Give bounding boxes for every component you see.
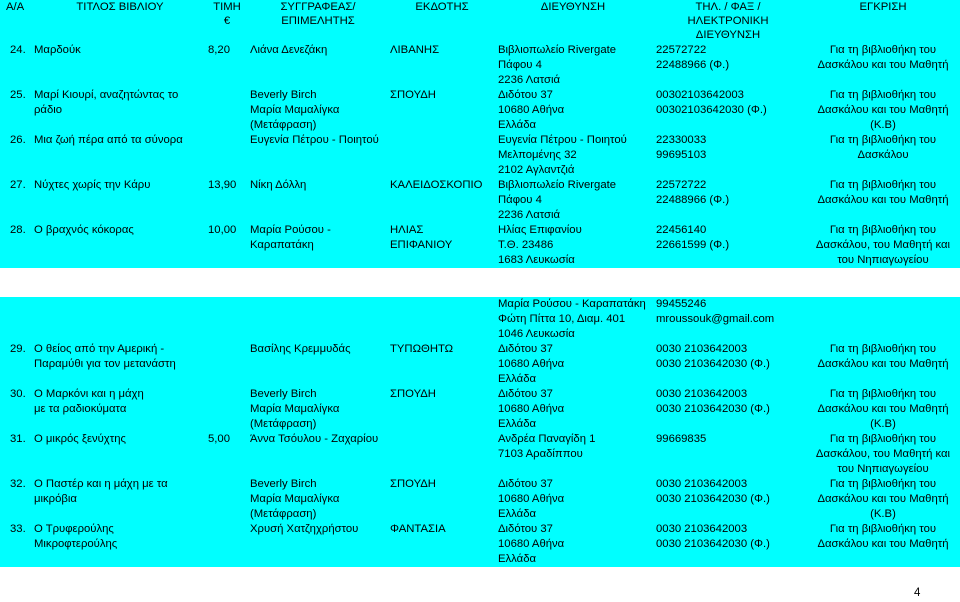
book-title: Μαρδούκ [34, 44, 81, 56]
publisher-address: Μελπομένης 32 [498, 149, 577, 161]
publisher-address-cell [496, 432, 650, 477]
book-publisher: ΗΛΙΑΣ [390, 224, 424, 236]
book-approval: Για τη βιβλιοθήκη του [829, 523, 937, 535]
book-author-cell [248, 387, 388, 432]
book-price-cell [206, 178, 248, 223]
row-num: 25. [10, 89, 26, 101]
header-price: ΤΙΜΗ € [206, 0, 248, 43]
publisher-address: 10680 Αθήνα [498, 493, 565, 505]
table-row [0, 43, 960, 88]
book-title-cell [34, 342, 206, 387]
book-approval: Δασκάλου και του Μαθητή [817, 59, 949, 71]
row-num-cell [0, 223, 34, 268]
book-title: ράδιο [34, 104, 63, 116]
book-approval-cell [806, 432, 960, 477]
publisher-contact-cell [650, 133, 806, 178]
book-approval: του Νηπιαγωγείου [837, 254, 929, 266]
book-publisher: ΦΑΝΤΑΣΙΑ [390, 523, 446, 535]
publisher-address-cell [496, 387, 650, 432]
row-num: 24. [10, 44, 26, 56]
header-contact: ΤΗΛ. / ΦΑΞ / ΗΛΕΚΤΡΟΝΙΚΗ ΔΙΕΥΘΥΝΣΗ [650, 0, 806, 43]
publisher-address: 1046 Λευκωσία [498, 328, 575, 340]
publisher-contact: 22572722 [656, 179, 707, 191]
book-price-cell [206, 522, 248, 567]
book-title-cell [34, 43, 206, 88]
publisher-contact: 22661599 (Φ.) [656, 239, 730, 251]
book-author: Beverly Birch [250, 89, 317, 101]
book-price-cell [206, 133, 248, 178]
book-author-cell [248, 297, 388, 342]
publisher-address: Διδότου 37 [498, 388, 553, 400]
publisher-address: Διδότου 37 [498, 523, 553, 535]
publisher-address: Πάφου 4 [498, 59, 542, 71]
publisher-contact: 0030 2103642030 (Φ.) [656, 493, 770, 505]
book-approval: Για τη βιβλιοθήκη του [829, 388, 937, 400]
table-row [0, 88, 960, 133]
publisher-address: Τ.Θ. 23486 [498, 239, 554, 251]
publisher-address: Βιβλιοπωλείο Rivergate [498, 179, 617, 191]
book-title-cell [34, 178, 206, 223]
book-author-cell [248, 342, 388, 387]
book-author: Λιάνα Δενεζάκη [250, 44, 328, 56]
book-price: 5,00 [208, 433, 230, 445]
book-publisher-cell [388, 477, 496, 522]
table-body [0, 43, 960, 567]
publisher-address: 10680 Αθήνα [498, 538, 565, 550]
publisher-contact: 22488966 (Φ.) [656, 194, 730, 206]
book-price: 8,20 [208, 44, 230, 56]
publisher-address: Διδότου 37 [498, 89, 553, 101]
header-address: ΔΙΕΥΘΥΝΣΗ [496, 0, 650, 43]
publisher-contact-cell [650, 223, 806, 268]
book-author-cell [248, 43, 388, 88]
book-title-cell [34, 522, 206, 567]
book-approval-cell [806, 223, 960, 268]
book-author: Βασίλης Κρεμμυδάς [250, 343, 351, 355]
book-publisher-cell [388, 387, 496, 432]
table-row [0, 477, 960, 522]
book-approval: Για τη βιβλιοθήκη του [829, 224, 937, 236]
header-title: ΤΙΤΛΟΣ ΒΙΒΛΙΟΥ [34, 0, 206, 43]
book-author-cell [248, 477, 388, 522]
book-publisher-cell [388, 297, 496, 342]
publisher-contact-cell [650, 387, 806, 432]
publisher-contact: 0030 2103642030 (Φ.) [656, 538, 770, 550]
book-approval: Δασκάλου και του Μαθητή [817, 493, 949, 505]
publisher-address: 2236 Λατσιά [498, 209, 561, 221]
book-approval: Για τη βιβλιοθήκη του [829, 89, 937, 101]
book-title-cell [34, 387, 206, 432]
spacer-row [0, 268, 960, 297]
row-num-cell [0, 133, 34, 178]
book-author-cell [248, 522, 388, 567]
book-title: με τα ραδιοκύματα [34, 403, 127, 415]
book-author: Νίκη Δόλλη [250, 179, 307, 191]
table-row [0, 432, 960, 477]
publisher-contact-cell [650, 297, 806, 342]
book-title: Παραμύθι για τον μετανάστη [34, 358, 176, 370]
book-title: Μαρί Κιουρί, αναζητώντας το [34, 89, 179, 101]
book-author: (Μετάφραση) [250, 508, 317, 520]
publisher-address: Μαρία Ρούσου - Καραπατάκη [498, 298, 646, 310]
publisher-address-cell [496, 342, 650, 387]
publisher-address: Ανδρέα Παναγίδη 1 [498, 433, 596, 445]
row-num-cell [0, 477, 34, 522]
book-title: Ο θείος από την Αμερική - [34, 343, 165, 355]
spacer-cell [0, 268, 960, 297]
book-price-cell [206, 477, 248, 522]
row-num-cell [0, 88, 34, 133]
row-num: 31. [10, 433, 26, 445]
book-approval-cell [806, 522, 960, 567]
book-title-cell [34, 477, 206, 522]
publisher-contact-cell [650, 522, 806, 567]
book-approval: Για τη βιβλιοθήκη του [829, 134, 937, 146]
book-author: Χρυσή Χατζηχρήστου [250, 523, 359, 535]
book-approval: Για τη βιβλιοθήκη του [829, 433, 937, 445]
publisher-contact: 0030 2103642003 [656, 478, 748, 490]
book-publisher: ΕΠΙΦΑΝΙΟΥ [390, 239, 453, 251]
row-num-cell [0, 522, 34, 567]
book-publisher-cell [388, 133, 496, 178]
row-num-cell [0, 43, 34, 88]
publisher-address: 10680 Αθήνα [498, 358, 565, 370]
book-publisher: ΣΠΟΥΔΗ [390, 89, 436, 101]
publisher-contact: mroussouk@gmail.com [656, 313, 775, 325]
book-price-cell [206, 43, 248, 88]
book-title: Νύχτες χωρίς την Κάρυ [34, 179, 151, 191]
book-price-cell [206, 432, 248, 477]
publisher-contact: 0030 2103642003 [656, 523, 748, 535]
publisher-address: Διδότου 37 [498, 478, 553, 490]
book-author: Μαρία Μαμαλίγκα [250, 403, 340, 415]
book-author: Καραπατάκη [250, 239, 314, 251]
book-approval: του Νηπιαγωγείου [837, 463, 929, 475]
row-num-cell [0, 297, 34, 342]
book-approval-cell [806, 387, 960, 432]
book-publisher: ΛΙΒΑΝΗΣ [390, 44, 440, 56]
publisher-contact: 99695103 [656, 149, 707, 161]
book-approval: Για τη βιβλιοθήκη του [829, 343, 937, 355]
publisher-address-cell [496, 477, 650, 522]
book-title: Μικροφτερούλης [34, 538, 118, 550]
row-num: 26. [10, 134, 26, 146]
publisher-contact: 99455246 [656, 298, 707, 310]
book-title: μικρόβια [34, 493, 77, 505]
publisher-address: Ελλάδα [498, 373, 537, 385]
book-author: (Μετάφραση) [250, 418, 317, 430]
publisher-address-cell [496, 223, 650, 268]
publisher-contact: 22330033 [656, 134, 707, 146]
book-author: (Μετάφραση) [250, 119, 317, 131]
table-row [0, 342, 960, 387]
book-approval-cell [806, 133, 960, 178]
book-author: Beverly Birch [250, 478, 317, 490]
row-num: 33. [10, 523, 26, 535]
publisher-address: 7103 Αραδίππου [498, 448, 583, 460]
book-publisher-cell [388, 43, 496, 88]
row-num: 28. [10, 224, 26, 236]
table-row [0, 297, 960, 342]
book-author: Μαρία Μαμαλίγκα [250, 493, 340, 505]
book-approval: Δασκάλου, του Μαθητή και [815, 448, 951, 460]
book-approval: Για τη βιβλιοθήκη του [829, 44, 937, 56]
book-author-cell [248, 88, 388, 133]
book-title-cell [34, 223, 206, 268]
book-title-cell [34, 432, 206, 477]
book-author: Μαρία Μαμαλίγκα [250, 104, 340, 116]
book-publisher-cell [388, 88, 496, 133]
book-price: 13,90 [208, 179, 237, 191]
book-author-cell [248, 133, 388, 178]
header-num: Α/Α [0, 0, 34, 43]
book-publisher-cell [388, 178, 496, 223]
publisher-address: Διδότου 37 [498, 343, 553, 355]
page-number: 4 [914, 587, 921, 599]
book-approval: Δασκάλου και του Μαθητή [817, 194, 949, 206]
header-publisher: ΕΚΔΟΤΗΣ [388, 0, 496, 43]
book-title: Ο Παστέρ και η μάχη με τα [34, 478, 168, 490]
book-approval-cell [806, 342, 960, 387]
row-num-cell [0, 178, 34, 223]
book-approval: (Κ.Β) [870, 119, 896, 131]
row-num: 29. [10, 343, 26, 355]
row-num-cell [0, 342, 34, 387]
book-author-cell [248, 223, 388, 268]
book-approval-cell [806, 477, 960, 522]
book-publisher: ΤΥΠΩΘΗΤΩ [390, 343, 454, 355]
book-publisher: ΚΑΛΕΙΔΟΣΚΟΠΙΟ [390, 179, 483, 191]
table-row [0, 522, 960, 567]
book-price-cell [206, 223, 248, 268]
table-row [0, 223, 960, 268]
book-title-cell [34, 297, 206, 342]
row-num: 30. [10, 388, 26, 400]
row-num: 32. [10, 478, 26, 490]
book-author: Μαρία Ρούσου - [250, 224, 331, 236]
book-approval: (Κ.Β) [870, 418, 896, 430]
book-author-cell [248, 178, 388, 223]
publisher-contact: 0030 2103642003 [656, 388, 748, 400]
publisher-contact: 22572722 [656, 44, 707, 56]
publisher-contact-cell [650, 432, 806, 477]
publisher-address: 10680 Αθήνα [498, 403, 565, 415]
header-author: ΣΥΓΓΡΑΦΕΑΣ/ ΕΠΙΜΕΛΗΤΗΣ [248, 0, 388, 43]
book-title: Ο μικρός ξενύχτης [34, 433, 126, 445]
book-title: Ο βραχνός κόκορας [34, 224, 134, 236]
book-approval: Δασκάλου και του Μαθητή [817, 104, 949, 116]
book-price-cell [206, 297, 248, 342]
book-publisher-cell [388, 432, 496, 477]
publisher-address: 1683 Λευκωσία [498, 254, 575, 266]
book-title: Ο Μαρκόνι και η μάχη [34, 388, 144, 400]
publisher-contact: 99669835 [656, 433, 707, 445]
book-price-cell [206, 342, 248, 387]
publisher-contact: 00302103642003 [656, 89, 744, 101]
publisher-address: Ελλάδα [498, 418, 537, 430]
book-approval: Για τη βιβλιοθήκη του [829, 179, 937, 191]
book-approval: Δασκάλου και του Μαθητή [817, 358, 949, 370]
book-approval: (Κ.Β) [870, 508, 896, 520]
publisher-address-cell [496, 43, 650, 88]
publisher-address: Φώτη Πίττα 10, Διαμ. 401 [498, 313, 626, 325]
publisher-contact: 00302103642030 (Φ.) [656, 104, 767, 116]
publisher-address: Ελλάδα [498, 119, 537, 131]
book-author: Ευγενία Πέτρου - Ποιητού [250, 134, 379, 146]
book-approval: Δασκάλου και του Μαθητή [817, 403, 949, 415]
table-row [0, 178, 960, 223]
publisher-contact: 0030 2103642030 (Φ.) [656, 358, 770, 370]
row-num-cell [0, 432, 34, 477]
book-price-cell [206, 387, 248, 432]
book-approval-cell [806, 88, 960, 133]
publisher-contact-cell [650, 88, 806, 133]
header-approval: ΕΓΚΡΙΣΗ [806, 0, 960, 43]
book-approval-cell [806, 43, 960, 88]
book-publisher-cell [388, 342, 496, 387]
publisher-contact-cell [650, 477, 806, 522]
publisher-address-cell [496, 297, 650, 342]
publisher-contact: 22488966 (Φ.) [656, 59, 730, 71]
book-author-cell [248, 432, 388, 477]
row-num-cell [0, 387, 34, 432]
table-row [0, 133, 960, 178]
book-title-cell [34, 88, 206, 133]
book-publisher-cell [388, 522, 496, 567]
publisher-address: Ελλάδα [498, 553, 537, 565]
publisher-address: 2236 Λατσιά [498, 74, 561, 86]
publisher-contact: 22456140 [656, 224, 707, 236]
publisher-address-cell [496, 178, 650, 223]
table-row [0, 387, 960, 432]
publisher-address: Ηλίας Επιφανίου [498, 224, 582, 236]
publisher-contact-cell [650, 178, 806, 223]
book-title: Ο Τρυφερούλης [34, 523, 114, 535]
publisher-contact-cell [650, 342, 806, 387]
publisher-contact: 0030 2103642003 [656, 343, 748, 355]
header-row [0, 0, 960, 43]
book-title-cell [34, 133, 206, 178]
book-approval: Για τη βιβλιοθήκη του [829, 478, 937, 490]
book-approval-cell [806, 297, 960, 342]
book-price: 10,00 [208, 224, 237, 236]
publisher-contact-cell [650, 43, 806, 88]
publisher-contact: 0030 2103642030 (Φ.) [656, 403, 770, 415]
book-author: Beverly Birch [250, 388, 317, 400]
publisher-address: Βιβλιοπωλείο Rivergate [498, 44, 617, 56]
book-author: Άννα Τσόυλου - Ζαχαρίου [250, 433, 379, 445]
publisher-address: 2102 Αγλαντζιά [498, 164, 575, 176]
book-approval: Δασκάλου, του Μαθητή και [815, 239, 951, 251]
publisher-address: Ευγενία Πέτρου - Ποιητού [498, 134, 627, 146]
book-approval-cell [806, 178, 960, 223]
publisher-address: Πάφου 4 [498, 194, 542, 206]
publisher-address-cell [496, 88, 650, 133]
row-num: 27. [10, 179, 26, 191]
publisher-address: Ελλάδα [498, 508, 537, 520]
publisher-address: 10680 Αθήνα [498, 104, 565, 116]
book-approval: Δασκάλου [857, 149, 909, 161]
book-title: Μια ζωή πέρα από τα σύνορα [34, 134, 183, 146]
book-publisher: ΣΠΟΥΔΗ [390, 388, 436, 400]
book-publisher: ΣΠΟΥΔΗ [390, 478, 436, 490]
book-publisher-cell [388, 223, 496, 268]
publisher-address-cell [496, 522, 650, 567]
publisher-address-cell [496, 133, 650, 178]
book-price-cell [206, 88, 248, 133]
book-approval: Δασκάλου και του Μαθητή [817, 538, 949, 550]
